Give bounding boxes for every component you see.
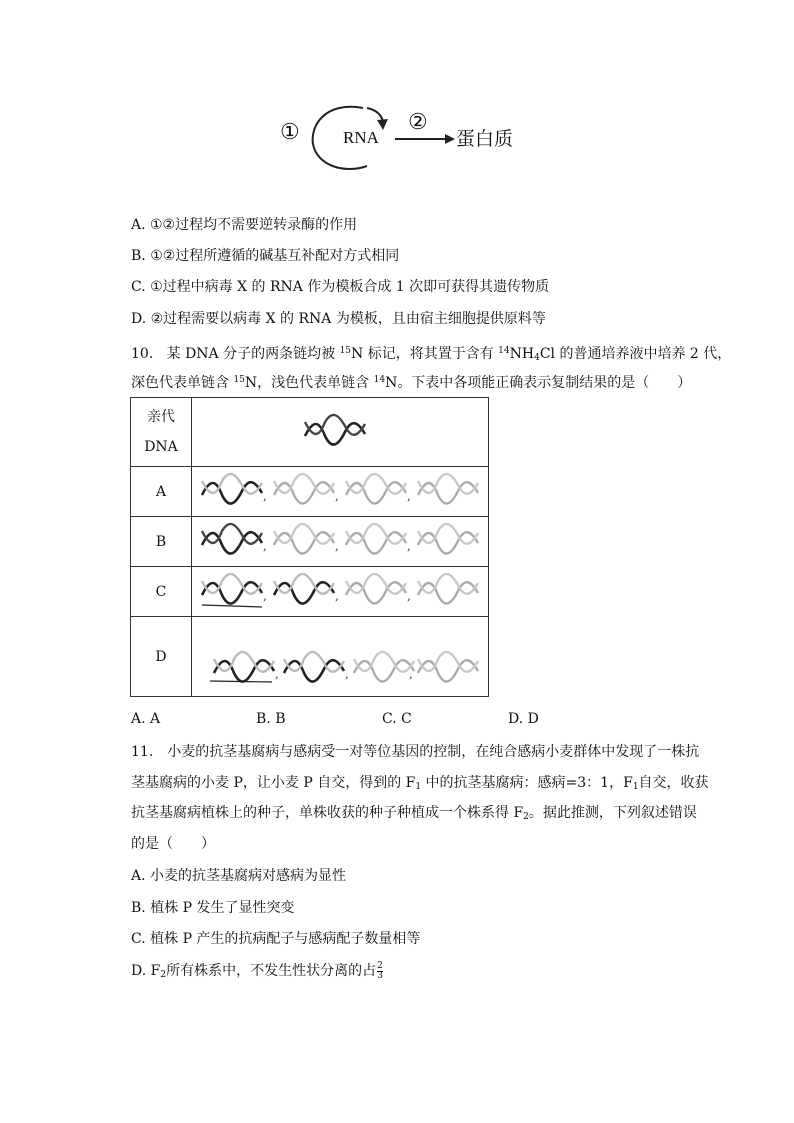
header-dna: DNA: [144, 439, 178, 455]
q10-stem-line2: [131, 370, 691, 393]
rna-label: RNA: [343, 128, 379, 147]
q11-option-d: [131, 961, 383, 985]
fraction-two-thirds: [377, 962, 383, 981]
q10-text: N。下表中各项能正确表示复制结果的是（ ）: [385, 375, 692, 391]
q11-text: 所有株系中，不发生性状分离的占: [166, 963, 377, 979]
q10-text: N 标记，将其置于含有: [351, 346, 499, 362]
q9-option-d: D. ②过程需要以病毒 X 的 RNA 为模板，且由宿主细胞提供原料等: [131, 311, 546, 327]
svg-text:,: ,: [407, 539, 411, 553]
row-c-helices: [192, 567, 488, 612]
svg-text:,: ,: [407, 589, 411, 603]
q11-text: D. F: [131, 963, 161, 979]
q10-number: 10.: [131, 346, 154, 362]
q11-option-a: A. 小麦的抗茎基腐病对感病为显性: [131, 868, 347, 884]
isotope-15: 15: [233, 375, 245, 385]
isotope-14: 14: [373, 375, 386, 385]
q11-option-c: C. 植株 P 产生的抗病配子与感病配子数量相等: [131, 931, 421, 947]
svg-text:,: ,: [335, 539, 339, 553]
row-label: D: [131, 617, 192, 697]
q10-text: Cl 的普通培养液中培养 2 代，: [539, 346, 732, 362]
q9-option-a: A. ①②过程均不需要逆转录酶的作用: [131, 217, 358, 233]
row-b-cell: [192, 517, 489, 567]
protein-label: 蛋白质: [456, 128, 514, 150]
row-a-cell: [192, 467, 489, 517]
subscript-2: 2: [160, 970, 167, 980]
q11-option-b: B. 植株 P 发生了显性突变: [131, 900, 295, 916]
q10-text: N，浅色代表单链含: [244, 375, 374, 391]
subscript-1: 1: [415, 782, 422, 792]
parent-dna-cell: [192, 398, 489, 467]
header-parent: 亲代: [147, 409, 175, 425]
row-d-cell: [192, 617, 489, 697]
subscript-1: 1: [632, 782, 639, 792]
fraction-denominator: 3: [377, 970, 383, 981]
q11-text: 茎基腐病的小麦 P，让小麦 P 自交，得到的 F: [131, 775, 416, 791]
row-label: B: [131, 517, 192, 567]
subscript-4: 4: [534, 353, 540, 363]
q9-option-c: C. ①过程中病毒 X 的 RNA 作为模板合成 1 次即可获得其遗传物质: [131, 279, 550, 295]
q10-text: 深色代表单链含: [131, 375, 234, 391]
svg-text:,: ,: [345, 667, 349, 681]
q11-text: 抗茎基腐病植株上的种子，单株收获的种子种植成一个株系得 F: [131, 805, 524, 821]
svg-text:,: ,: [335, 489, 339, 503]
q10-option-c: C. C: [382, 711, 412, 727]
q11-line4: 的是（ ）: [131, 836, 215, 852]
fraction-numerator: 2: [377, 960, 383, 971]
svg-text:,: ,: [263, 489, 267, 503]
q10-text: 某 DNA 分子的两条链均被: [166, 346, 340, 362]
row-label: C: [131, 567, 192, 617]
svg-text:,: ,: [335, 589, 339, 603]
svg-text:,: ,: [263, 539, 267, 553]
row-label: A: [131, 467, 192, 517]
translate-arrowhead: [445, 134, 455, 144]
dna-replication-table: [130, 397, 489, 697]
table-header-cell: [131, 398, 192, 467]
q10-option-d: D. D: [508, 711, 539, 727]
q9-option-b: B. ①②过程所遵循的碱基互补配对方式相同: [131, 248, 400, 264]
parent-helix: [192, 398, 488, 462]
isotope-14: 14: [498, 346, 510, 356]
row-a-helices: [192, 467, 488, 512]
step1-label: ①: [280, 120, 300, 145]
q11-text: 中的抗茎基腐病：感病=3：1，F: [421, 775, 633, 791]
q11-text: 自交，收获: [638, 775, 709, 791]
q10-stem-line1: [131, 341, 731, 368]
subscript-2: 2: [523, 812, 529, 822]
q11-text: 。据此推测，下列叙述错误: [528, 805, 697, 821]
q10-text: NH: [509, 346, 535, 362]
step2-label: ②: [408, 110, 428, 135]
row-b-helices: [192, 517, 488, 562]
q11-line1: 11. 小麦的抗茎基腐病与感病受一对等位基因的控制，在纯合感病小麦群体中发现了一株抗: [131, 744, 700, 760]
svg-text:,: ,: [263, 589, 267, 603]
q10-option-b: B. B: [256, 711, 286, 727]
isotope-15: 15: [339, 346, 352, 356]
q11-line3: [131, 803, 697, 827]
svg-text:,: ,: [407, 489, 411, 503]
q10-option-a: A. A: [131, 711, 161, 727]
q11-line2: [131, 773, 709, 797]
svg-text:,: ,: [275, 667, 279, 681]
row-d-helices: [192, 617, 488, 692]
row-c-cell: [192, 567, 489, 617]
svg-text:,: ,: [409, 667, 413, 681]
